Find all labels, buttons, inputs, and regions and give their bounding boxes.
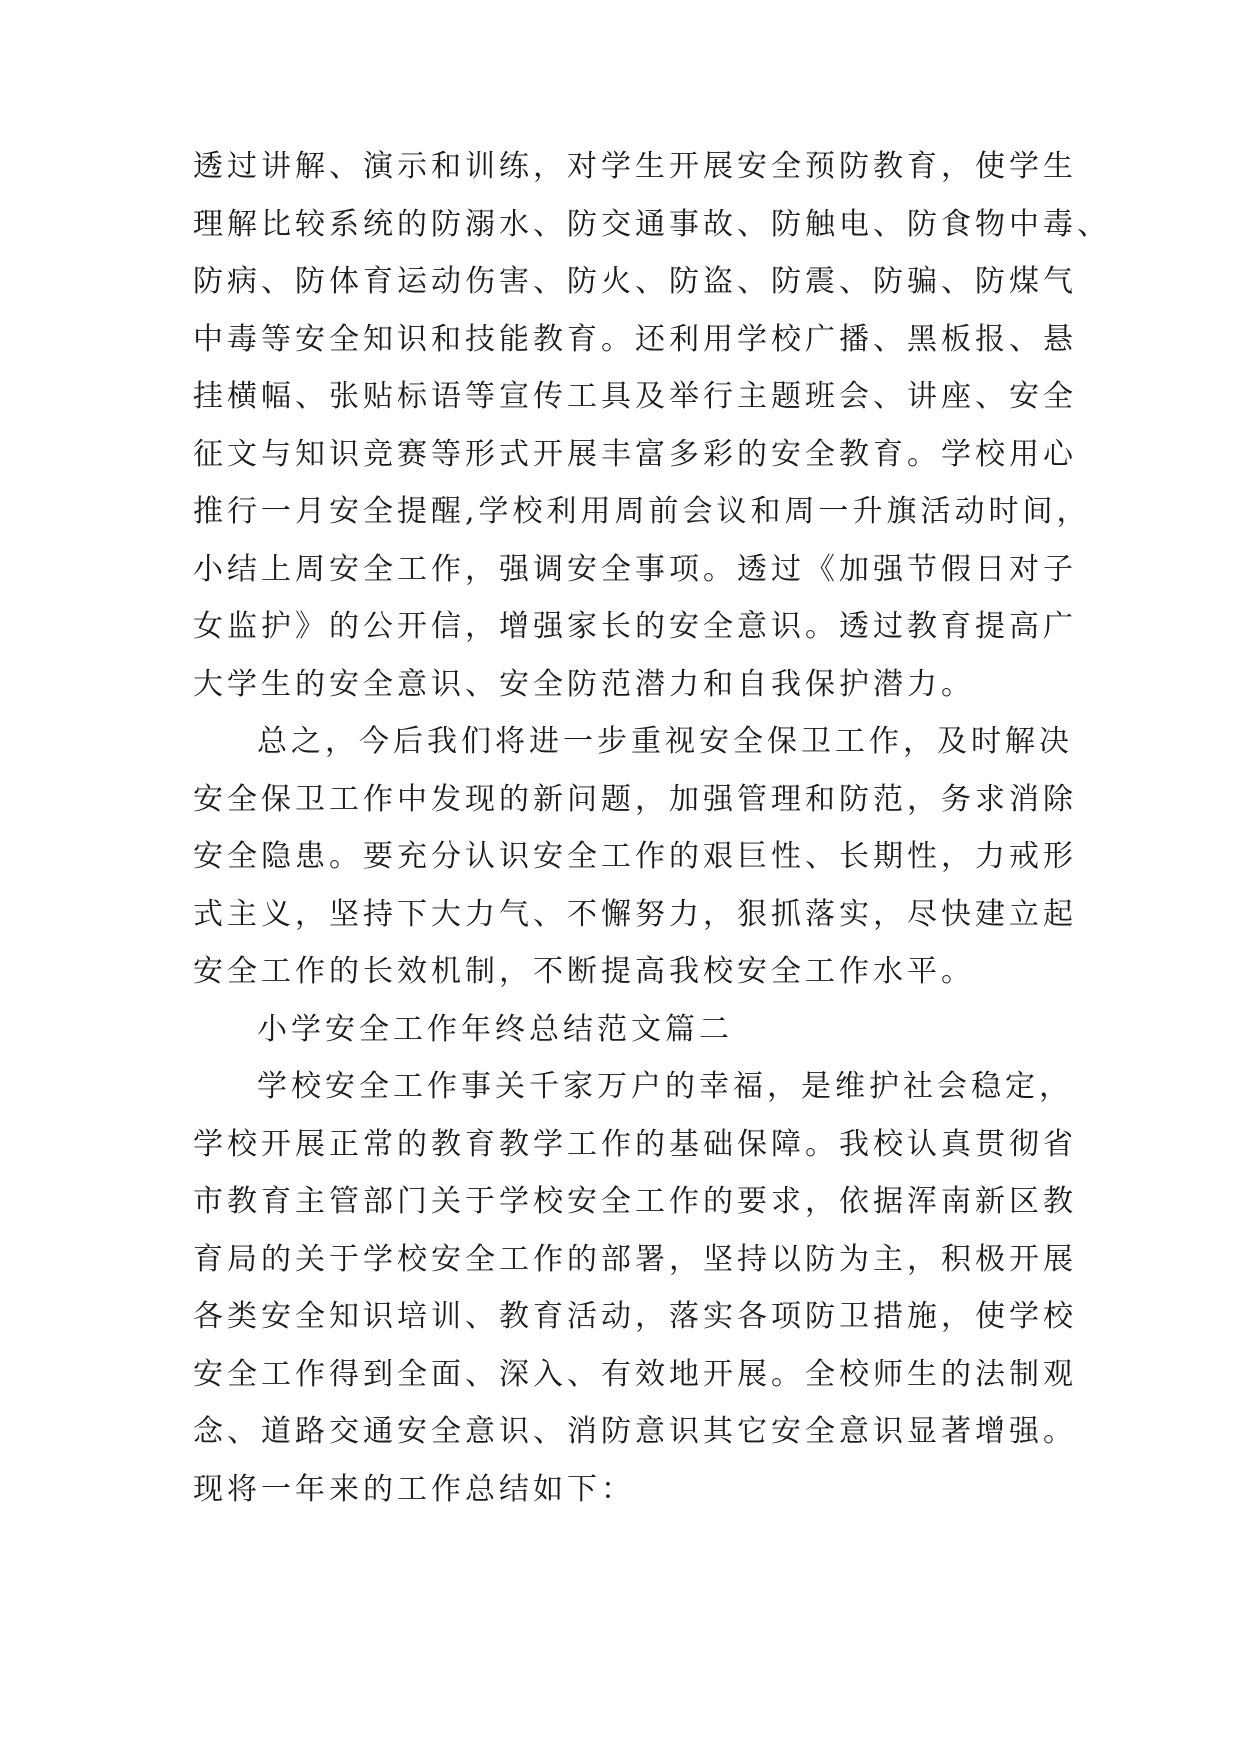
text-line: 安全保卫工作中发现的新问题，加强管理和防范，务求消除 — [193, 781, 1077, 817]
text-line: 念、道路交通安全意识、消防意识其它安全意识显著增强。 — [193, 1414, 1077, 1449]
text-line: 各类安全知识培训、教育活动，落实各项防卫措施，使学校 — [193, 1299, 1077, 1334]
paragraph-safety-education — [193, 138, 1111, 713]
text-line: 推行一月安全提醒,学校利用周前会议和周一升旗活动时间， — [193, 494, 1091, 529]
text-line: 安全工作得到全面、深入、有效地开展。全校师生的法制观 — [193, 1356, 1077, 1392]
text-line: 挂横幅、张贴标语等宣传工具及举行主题班会、讲座、安全 — [193, 379, 1077, 414]
paragraph-intro — [193, 1058, 1077, 1518]
text-line: 安全工作的长效机制，不断提高我校安全工作水平。 — [193, 954, 975, 989]
text-line: 安全隐患。要充分认识安全工作的艰巨性、长期性，力戒形 — [193, 839, 1077, 874]
text-line: 学校开展正常的教育教学工作的基础保障。我校认真贯彻省 — [193, 1126, 1077, 1162]
text-line: 市教育主管部门关于学校安全工作的要求，依据浑南新区教 — [193, 1184, 1077, 1219]
text-line: 理解比较系统的防溺水、防交通事故、防触电、防食物中毒、 — [193, 206, 1111, 242]
text-line: 学校安全工作事关千家万户的幸福，是维护社会稳定， — [257, 1069, 1073, 1104]
text-line: 征文与知识竞赛等形式开展丰富多彩的安全教育。学校用心 — [193, 436, 1077, 472]
text-line: 透过讲解、演示和训练，对学生开展安全预防教育，使学生 — [193, 149, 1077, 184]
text-line: 防病、防体育运动伤害、防火、防盗、防震、防骗、防煤气 — [193, 264, 1077, 299]
document-body — [193, 138, 1111, 1518]
text-line: 式主义，坚持下大力气、不懈努力，狠抓落实，尽快建立起 — [193, 896, 1077, 932]
text-line: 育局的关于学校安全工作的部署，坚持以防为主，积极开展 — [193, 1241, 1077, 1277]
paragraph-conclusion — [193, 713, 1077, 1001]
text-line: 女监护》的公开信，增强家长的安全意识。透过教育提高广 — [193, 609, 1077, 644]
text-line: 中毒等安全知识和技能教育。还利用学校广播、黑板报、悬 — [193, 321, 1077, 357]
section-heading: 小学安全工作年终总结范文篇二 — [257, 1011, 733, 1047]
text-line: 现将一年来的工作总结如下： — [193, 1471, 635, 1507]
text-line: 小结上周安全工作，强调安全事项。透过《加强节假日对子 — [193, 551, 1077, 587]
text-line: 大学生的安全意识、安全防范潜力和自我保护潜力。 — [193, 666, 975, 702]
text-line: 总之，今后我们将进一步重视安全保卫工作，及时解决 — [257, 724, 1073, 759]
